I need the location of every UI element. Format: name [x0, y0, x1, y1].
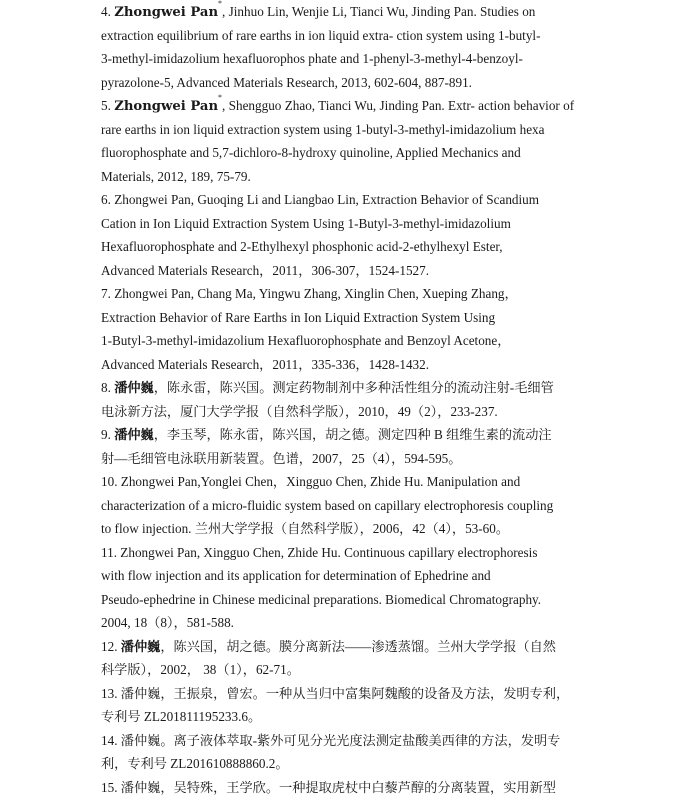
reference-line [101, 212, 589, 236]
reference-text: fluorophosphate and 5,7-dichloro-8-hydroxy quinoline, Applied Mechanics and [101, 145, 521, 160]
reference-text: 科学版），2002， 38（1），62-71。 [101, 662, 300, 677]
reference-text: with flow injection and its application for determination of Ephedrine and [101, 568, 491, 583]
reference-entry [101, 94, 589, 188]
reference-text: Advanced Materials Research，2011，335-336，1428-1432. [101, 357, 429, 372]
author-name-bold: 潘仲巍 [114, 381, 154, 396]
reference-entry [101, 188, 589, 282]
reference-text: Advanced Materials Research，2011，306-307，1524-1527. [101, 263, 429, 278]
reference-line [101, 94, 589, 118]
reference-text: Materials, 2012, 189, 75-79. [101, 169, 251, 184]
reference-text: Cation in Ion Liquid Extraction System Using 1-Butyl-3-methyl-imidazolium [101, 216, 511, 231]
reference-text: 5. [101, 98, 114, 113]
reference-line [101, 47, 589, 71]
reference-text: pyrazolone-5, Advanced Materials Research, 2013, 602-604, 887-891. [101, 75, 472, 90]
reference-line [101, 259, 589, 283]
reference-entry [101, 776, 589, 799]
reference-line [101, 353, 589, 377]
reference-list [101, 0, 589, 799]
reference-line [101, 611, 589, 635]
reference-entry [101, 0, 589, 94]
reference-line [101, 306, 589, 330]
reference-line [101, 705, 589, 729]
reference-line [101, 517, 589, 541]
reference-text: extraction equilibrium of rare earths in ion liquid extra- ction system using 1-butyl- [101, 28, 540, 43]
author-name-bold: 潘仲巍 [121, 640, 161, 655]
reference-line [101, 165, 589, 189]
reference-text: ，陈永雷，陈兴国。测定药物制剂中多种活性组分的流动注射-毛细管 [154, 380, 554, 395]
reference-line [101, 494, 589, 518]
reference-text: , Jinhuo Lin, Wenjie Li, Tianci Wu, Jinding Pan. Studies on [222, 4, 535, 19]
reference-text: Hexafluorophosphate and 2-Ethylhexyl phosphonic acid-2-ethylhexyl Ester, [101, 239, 503, 254]
reference-line [101, 588, 589, 612]
reference-text: 2004, 18（8），581-588. [101, 615, 234, 630]
reference-line [101, 729, 589, 753]
reference-entry [101, 282, 589, 376]
reference-line [101, 564, 589, 588]
reference-line [101, 776, 589, 799]
reference-text: 10. Zhongwei Pan,Yonglei Chen，Xingguo Chen, Zhide Hu. Manipulation and [101, 474, 520, 489]
reference-text: 14. 潘仲巍。离子液体萃取-紫外可见分光光度法测定盐酸美西律的方法，发明专 [101, 733, 560, 748]
reference-text: 9. [101, 427, 114, 442]
reference-text: 电泳新方法，厦门大学学报（自然科学版），2010，49（2），233-237. [101, 404, 498, 419]
reference-entry [101, 470, 589, 541]
reference-line [101, 24, 589, 48]
reference-line [101, 188, 589, 212]
reference-line [101, 423, 589, 447]
reference-text: 12. [101, 639, 121, 654]
reference-text: 6. Zhongwei Pan, Guoqing Li and Liangbao Lin, Extraction Behavior of Scandium [101, 192, 539, 207]
reference-text: 11. Zhongwei Pan, Xingguo Chen, Zhide Hu. Continuous capillary electrophoresis [101, 545, 537, 560]
reference-text: , Shengguo Zhao, Tianci Wu, Jinding Pan. Extr- action behavior of [222, 98, 574, 113]
reference-text: 3-methyl-imidazolium hexafluorophos phate and 1-phenyl-3-methyl-4-benzoyl- [101, 51, 523, 66]
reference-line [101, 470, 589, 494]
reference-text: Extraction Behavior of Rare Earths in Ion Liquid Extraction System Using [101, 310, 495, 325]
reference-line [101, 0, 589, 24]
reference-text: 8. [101, 380, 114, 395]
reference-line [101, 235, 589, 259]
corresponding-mark: * [218, 0, 222, 8]
corresponding-mark: * [218, 93, 222, 102]
author-name-bold: Zhongwei Pan [114, 99, 218, 114]
reference-line [101, 400, 589, 424]
reference-line [101, 329, 589, 353]
reference-line [101, 282, 589, 306]
reference-text: 1-Butyl-3-methyl-imidazolium Hexafluorophosphate and Benzoyl Acetone， [101, 333, 510, 348]
reference-line [101, 118, 589, 142]
reference-text: 4. [101, 4, 114, 19]
reference-text: characterization of a micro-fluidic system based on capillary electrophoresis coupling [101, 498, 553, 513]
reference-line [101, 447, 589, 471]
reference-text: 射—毛细管电泳联用新装置。色谱，2007，25（4），594-595。 [101, 451, 461, 466]
reference-text: 13. 潘仲巍，王振泉，曾宏。一种从当归中富集阿魏酸的设备及方法，发明专利， [101, 686, 569, 701]
reference-entry [101, 541, 589, 635]
reference-line [101, 658, 589, 682]
author-name-bold: Zhongwei Pan [114, 5, 218, 20]
reference-text: Pseudo-ephedrine in Chinese medicinal preparations. Biomedical Chromatography. [101, 592, 541, 607]
reference-text: 专利号 ZL201811195233.6。 [101, 709, 261, 724]
reference-text: 7. Zhongwei Pan, Chang Ma, Yingwu Zhang, Xinglin Chen, Xueping Zhang， [101, 286, 518, 301]
reference-entry [101, 635, 589, 682]
author-name-bold: 潘仲巍 [114, 428, 154, 443]
reference-entry [101, 423, 589, 470]
reference-text: to flow injection. 兰州大学学报（自然科学版），2006，42（4），53-60。 [101, 521, 509, 536]
reference-text: 利，专利号 ZL201610888860.2。 [101, 756, 289, 771]
reference-line [101, 635, 589, 659]
reference-line [101, 71, 589, 95]
reference-text: 15. 潘仲巍，吴特殊，王学欣。一种提取虎杖中白藜芦醇的分离装置，实用新型 [101, 780, 556, 795]
reference-text: ，李玉琴，陈永雷，陈兴国，胡之德。测定四种 B 组维生素的流动注 [154, 427, 552, 442]
reference-line [101, 682, 589, 706]
reference-line [101, 376, 589, 400]
reference-line [101, 141, 589, 165]
reference-entry [101, 682, 589, 729]
reference-line [101, 541, 589, 565]
reference-text: ，陈兴国，胡之德。膜分离新法——渗透蒸馏。兰州大学学报（自然 [160, 639, 556, 654]
reference-entry [101, 376, 589, 423]
reference-entry [101, 729, 589, 776]
reference-text: rare earths in ion liquid extraction system using 1-butyl-3-methyl-imidazolium hexa [101, 122, 545, 137]
reference-line [101, 752, 589, 776]
